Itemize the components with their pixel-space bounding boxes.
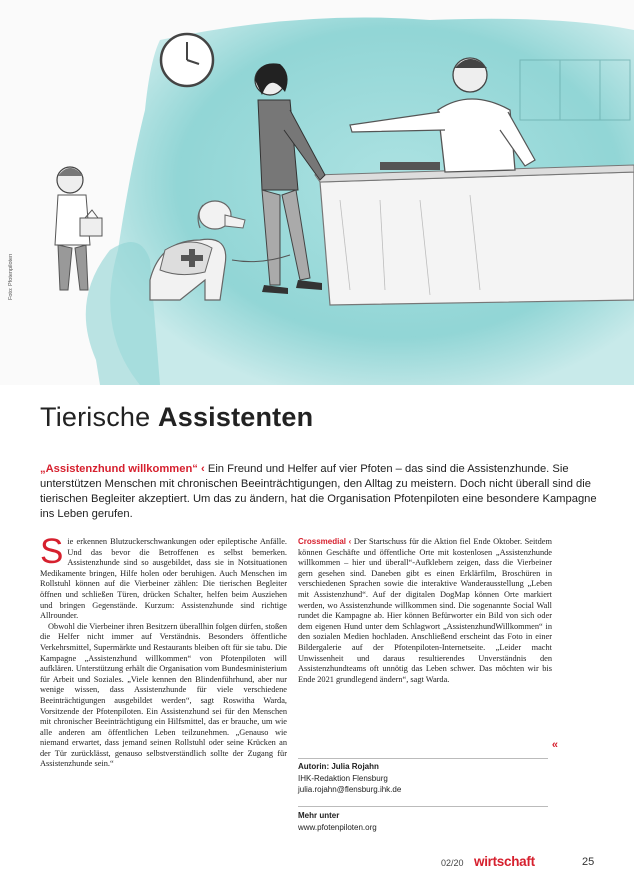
paragraph-3	[298, 537, 552, 685]
paragraph-2: Obwohl die Vierbeiner ihren Besitzern überallhin folgen dürfen, stoßen die Helfer nicht immer auf Verständnis. Besonders öffentliche Verkehrsmittel, Supermärkte und Restaurants bleiben oft für sie tabu. Die Kampagne „Assistenzhund willkommen“ von Pfotenpiloten will aufklären. Unterstützung erhält die Organisation vom Bundesministerium für Arbeit und Soziales. „Viele kennen den Blindenführhund, aber nur wenige wissen, dass Assistenzhunde für viele verschiedene Beeinträchtigungen ausgebildet werden“, sagt Roswitha Warda, Vorsitzende der Pfotenpiloten. Ein Assistenzhund sei für den Menschen mit chronischer Beeinträchtigung ein Hilfsmittel, das er brauche, um wie alle anderen am öffentlichen Leben teilzunehmen. „Genauso wie niemand erwartet, dass jemand seinen Rollstuhl oder seine Krücken an der Tür zurücklässt, genauso selbstverständlich sollte der Zugang für Assistenzhunde sein.“	[40, 621, 287, 769]
subheading-crossmedial: Crossmedial	[298, 537, 347, 546]
page-number: 25	[582, 856, 595, 868]
end-mark-icon: «	[551, 739, 558, 751]
paragraph-3-text: Der Startschuss für die Aktion fiel Ende Oktober. Seitdem können Geschäfte und öffentliche Orte mit kostenlosen „Assistenzhunde willkommen – hier und überall“-Aufklebern zeigen, dass die Vierbeiner gern gesehen sind. Daneben gibt es einen Erklärfilm, Broschüren in verschiedenen Sprachen sowie die interaktive Wanderausstellung „Leben mit Assistenzhund“. Auf der digitalen DogMap können Orte markiert werden, wo Assistenzhunde willkommen sind. Die sogenannte Social Wall rundet die Kampagne ab. Hier können Befürworter ein Bild von sich oder dem eigenen Hund unter dem Schlagwort „AssistenzhundWillkommen“ in den sozialen Medien hochladen. Anschließend erscheint das Foto in einer Bildergalerie auf der Pfotenpiloten-Internetseite. „Leider macht Unwissenheit und daraus resultierendes Unverständnis den Assistenzhundteams oft unnötig das Leben schwer. Das möchten wir bis Ende 2021 grundlegend ändern“, sagt Warda.	[298, 537, 552, 684]
photo-credit: Foto: Pfotenpiloten	[8, 253, 14, 300]
child-figure	[55, 167, 102, 290]
article-title	[40, 402, 313, 433]
dropcap: S	[40, 532, 64, 571]
illustration	[0, 0, 634, 385]
paragraph-1-text: ie erkennen Blutzuckerschwankungen oder epileptische Anfälle. Und das bevor die Betroffenen es selbst bemerken. Assistenzhunde sind so ausgebildet, dass sie in Notsituationen Medikamente bringen, Hilfe holen oder beruhigen. Auch Menschen im Rollstuhl können auf die Vierbeiner zählen: Die tierischen Begleiter öffnen und schließen Türen, drücken Schalter, helfen beim Ausziehen und bringen Gegenstände. Kurzum: Assistenzhunde sind richtige Allrounder.	[40, 537, 287, 621]
more-box	[298, 810, 377, 833]
title-bold: Assistenten	[158, 402, 314, 432]
author-divider	[298, 758, 548, 759]
more-divider	[298, 806, 548, 807]
magazine-brand: wirtschaft	[474, 854, 535, 869]
author-org: IHK-Redaktion Flensburg	[298, 773, 388, 783]
paragraph-1	[40, 532, 287, 622]
author-name: Autorin: Julia Rojahn	[298, 762, 379, 771]
sub-arrow-icon: ‹	[348, 537, 352, 546]
author-box	[298, 761, 401, 796]
article-lead	[40, 462, 600, 522]
lead-text: Ein Freund und Helfer auf vier Pfoten – das sind die Assistenzhunde. Sie unterstützen Menschen mit chronischen Beeinträchtigungen, den Alltag zu meistern. Doch nicht überall sind die tierischen Begleiter akzeptiert. Um das zu ändern, hat die Organisation Pfotenpiloten eine besondere Kampagne ins Leben gerufen.	[40, 463, 597, 520]
body-column-right	[298, 537, 558, 751]
clock-icon	[161, 34, 213, 86]
more-label: Mehr unter	[298, 811, 340, 820]
body-column-left	[40, 532, 287, 770]
title-light: Tierische	[40, 402, 159, 432]
more-url[interactable]: www.pfotenpiloten.org	[298, 822, 377, 832]
assistance-dog-illustration	[0, 0, 634, 385]
lead-arrow-icon: ‹	[201, 463, 205, 475]
author-email[interactable]: julia.rojahn@flensburg.ihk.de	[298, 785, 402, 794]
issue-number: 02/20	[441, 858, 464, 868]
lead-kicker: „Assistenzhund willkommen“	[40, 463, 198, 475]
